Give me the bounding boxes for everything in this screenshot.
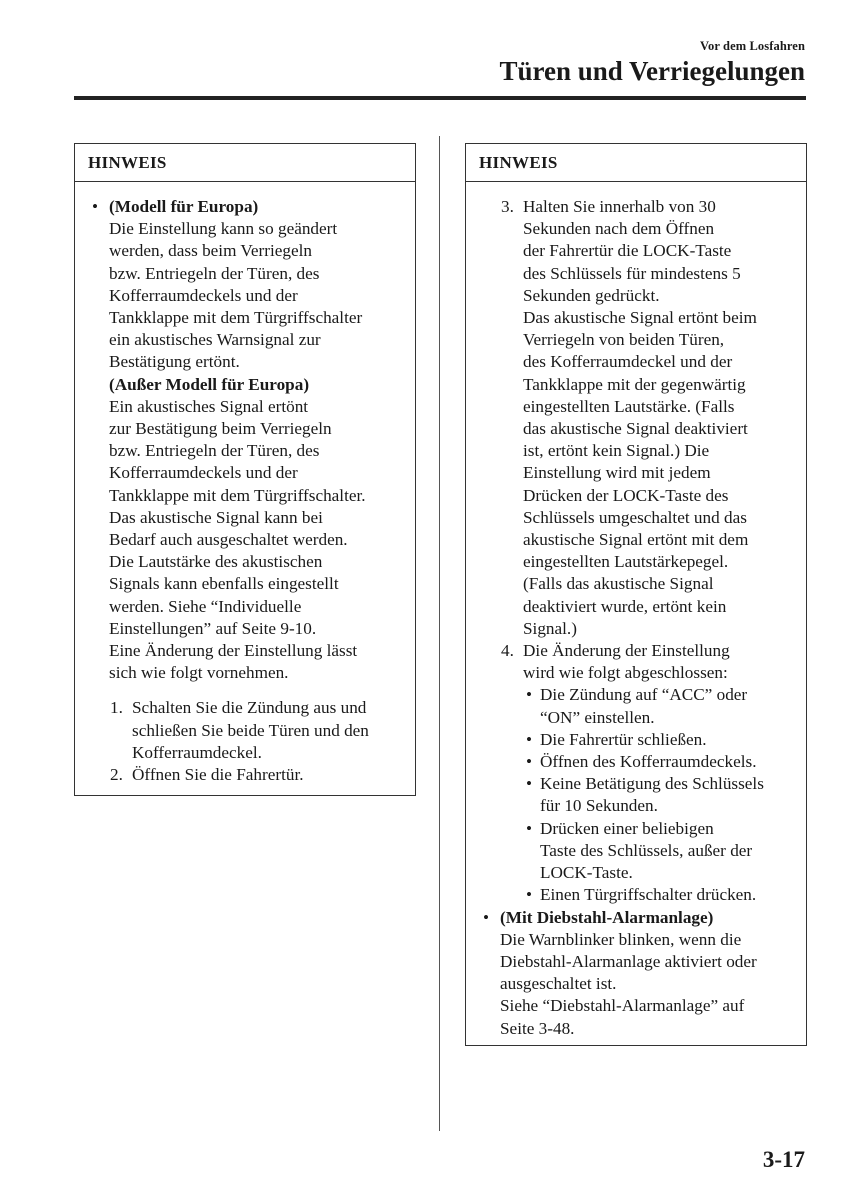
text-line: Tankklappe mit der gegenwärtig	[523, 374, 746, 394]
sub-bullet-item	[466, 684, 806, 728]
text-line: Signals kann ebenfalls eingestellt	[109, 574, 339, 594]
text-line: das akustische Signal deaktiviert	[523, 419, 748, 439]
text-line: Kofferraumdeckels und der	[109, 463, 298, 483]
sub-bullet-item	[466, 773, 806, 817]
text-line: sich wie folgt vornehmen.	[109, 663, 289, 683]
text-line: eingestellten Lautstärke. (Falls	[523, 396, 735, 416]
text-line: akustische Signal ertönt mit dem	[523, 530, 749, 550]
text-line: ausgeschaltet ist.	[500, 974, 617, 994]
text-line: Einstellungen” auf Seite 9-10.	[109, 618, 317, 638]
text-line: Kofferraumdeckels und der	[109, 285, 298, 305]
text-line: Die Lautstärke des akustischen	[109, 552, 323, 572]
sub-bullet-item	[466, 751, 806, 773]
text-line: Bedarf auch ausgeschaltet werden.	[109, 530, 348, 550]
text-line: Sekunden nach dem Öffnen	[523, 219, 715, 239]
text-line: wird wie folgt abgeschlossen:	[523, 663, 728, 683]
text-line: der Fahrertür die LOCK-Taste	[523, 241, 732, 261]
text-line: Halten Sie innerhalb von 30	[523, 197, 716, 216]
note-box-header: HINWEIS	[466, 144, 806, 182]
bullet-mark: •	[91, 197, 99, 216]
step-number: 2.	[110, 765, 123, 785]
bullet-item	[75, 196, 415, 684]
spacer	[75, 684, 415, 697]
sub-bullet-mark: •	[525, 729, 533, 749]
sub-bullet-item	[466, 884, 806, 906]
numbered-step	[466, 640, 806, 684]
sub-bullet-mark: •	[525, 885, 533, 905]
text-line: Einstellung wird mit jedem	[523, 463, 711, 483]
text-line: Einen Türgriffschalter drücken.	[540, 885, 757, 905]
note-box-header: HINWEIS	[75, 144, 415, 182]
sub-bullet-item	[466, 729, 806, 751]
text-line: deaktiviert wurde, ertönt kein	[523, 596, 727, 616]
text-line: bzw. Entriegeln der Türen, des	[109, 441, 320, 461]
text-line: Das akustische Signal kann bei	[109, 507, 323, 527]
text-line: Öffnen Sie die Fahrertür.	[132, 765, 304, 785]
text-line: Schlüssels umgeschaltet und das	[523, 507, 747, 527]
text-line: Die Fahrertür schließen.	[540, 729, 707, 749]
sub-bullet-mark: •	[525, 752, 533, 772]
page-number: 3-17	[762, 1147, 805, 1172]
text-line: Seite 3-48.	[500, 1018, 575, 1038]
note-box-right	[465, 143, 807, 1046]
sub-bullet-mark: •	[525, 818, 533, 838]
text-line: Siehe “Diebstahl-Alarmanlage” auf	[500, 996, 745, 1016]
text-line: des Kofferraumdeckel und der	[523, 352, 733, 372]
text-line: ein akustisches Warnsignal zur	[109, 330, 321, 350]
text-line: Die Warnblinker blinken, wenn die	[500, 929, 742, 949]
bullet-heading: (Mit Diebstahl-Alarmanlage)	[500, 907, 714, 927]
text-line: Verriegeln von beiden Türen,	[523, 330, 725, 350]
text-line: Signal.)	[523, 618, 577, 638]
text-line: des Schlüssels für mindestens 5	[523, 263, 741, 283]
text-line: Taste des Schlüssels, außer der	[540, 840, 753, 860]
text-line: werden, dass beim Verriegeln	[109, 241, 313, 261]
text-line: Öffnen des Kofferraumdeckels.	[540, 752, 757, 772]
bullet-item	[466, 907, 806, 1040]
text-line: Keine Betätigung des Schlüssels	[540, 774, 764, 794]
text-line: Drücken einer beliebigen	[540, 818, 714, 838]
sub-bullet-mark: •	[525, 685, 533, 705]
text-line: Diebstahl-Alarmanlage aktiviert oder	[500, 951, 757, 971]
text-line: LOCK-Taste.	[540, 863, 633, 883]
step-number: 4.	[501, 641, 514, 661]
text-line: Eine Änderung der Einstellung lässt	[109, 641, 358, 661]
text-line: eingestellten Lautstärkepegel.	[523, 552, 729, 572]
numbered-step	[75, 764, 415, 786]
text-line: Schalten Sie die Zündung aus und	[132, 698, 367, 718]
text-line: Tankklappe mit dem Türgriffschalter	[109, 308, 363, 328]
text-line: ist, ertönt kein Signal.) Die	[523, 441, 710, 461]
section-label: Vor dem Losfahren	[700, 39, 805, 53]
text-line: Sekunden gedrückt.	[523, 285, 660, 305]
text-line: Die Einstellung kann so geändert	[109, 219, 338, 239]
text-line: bzw. Entriegeln der Türen, des	[109, 263, 320, 283]
text-line: Ein akustisches Signal ertönt	[109, 396, 309, 416]
text-line: für 10 Sekunden.	[540, 796, 658, 816]
bullet-mark: •	[482, 907, 490, 927]
header-rule	[74, 96, 806, 100]
numbered-step	[75, 697, 415, 764]
note-box-body	[466, 182, 806, 1052]
chapter-title: Türen und Verriegelungen	[499, 56, 805, 86]
column-divider	[439, 136, 440, 1131]
sub-bullet-item	[466, 818, 806, 885]
text-line: Drücken der LOCK-Taste des	[523, 485, 729, 505]
text-line: zur Bestätigung beim Verriegeln	[109, 419, 332, 439]
bullet-subheading: (Außer Modell für Europa)	[109, 374, 310, 394]
text-line: Die Zündung auf “ACC” oder	[540, 685, 748, 705]
text-line: werden. Siehe “Individuelle	[109, 596, 302, 616]
bullet-heading: (Modell für Europa)	[109, 197, 259, 216]
step-number: 3.	[501, 197, 514, 216]
numbered-step	[466, 196, 806, 640]
step-number: 1.	[110, 698, 123, 718]
text-line: schließen Sie beide Türen und den	[132, 720, 369, 740]
text-line: “ON” einstellen.	[540, 707, 655, 727]
text-line: Das akustische Signal ertönt beim	[523, 308, 757, 328]
text-line: Bestätigung ertönt.	[109, 352, 240, 372]
text-line: Die Änderung der Einstellung	[523, 641, 730, 661]
note-box-left	[74, 143, 416, 796]
note-box-body	[75, 182, 415, 798]
text-line: Tankklappe mit dem Türgriffschalter.	[109, 485, 366, 505]
text-line: (Falls das akustische Signal	[523, 574, 714, 594]
text-line: Kofferraumdeckel.	[132, 742, 262, 762]
sub-bullet-mark: •	[525, 774, 533, 794]
